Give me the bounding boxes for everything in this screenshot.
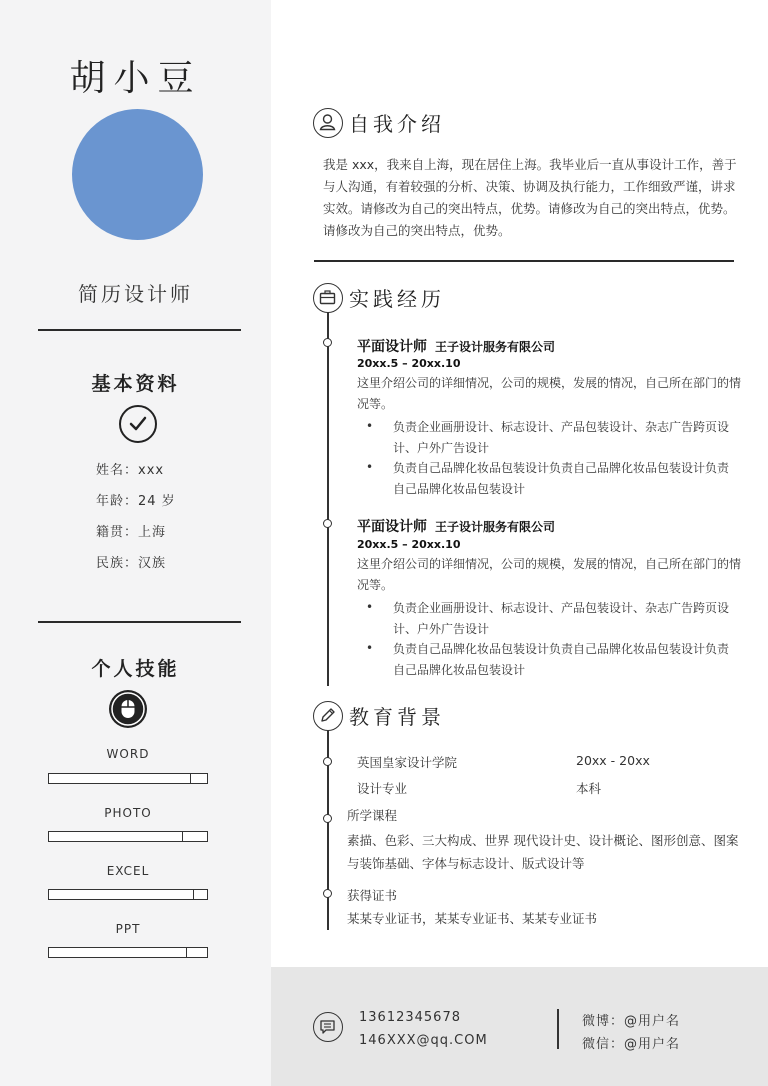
education-title: 教育背景 [349, 705, 445, 729]
resume-name: 胡小豆 [69, 58, 202, 99]
experience-role: 平面设计师 [357, 339, 427, 355]
courses-text: 素描、色彩、三大构成、世界 现代设计史、设计概论、图形创意、图案与装饰基础、字体与标志设计、版式设计等 [347, 833, 739, 871]
job-title: 简历设计师 [78, 282, 193, 306]
bullet-dot: • [366, 460, 374, 474]
info-ethnicity: 民族：汉族 [96, 556, 167, 571]
skill-label-word: WORD [106, 747, 150, 761]
info-hometown: 籍贯：上海 [96, 525, 167, 540]
basic-info-title: 基本资料 [91, 373, 180, 395]
bullet-dot: • [366, 419, 374, 433]
education-school: 英国皇家设计学院 [357, 755, 458, 770]
experience-date: 20xx.5 – 20xx.10 [357, 357, 461, 370]
education-major: 设计专业 [357, 781, 408, 796]
cert-label: 获得证书 [347, 888, 398, 903]
info-age: 年龄：24 岁 [96, 494, 176, 509]
divider [314, 260, 734, 262]
experience-timeline [327, 310, 329, 686]
experience-heading [357, 336, 555, 356]
info-name: 姓名：xxx [96, 463, 165, 478]
skill-bar-word [48, 773, 208, 784]
skill-fill [49, 890, 194, 899]
skill-fill [49, 948, 187, 957]
experience-date: 20xx.5 – 20xx.10 [357, 538, 461, 551]
experience-title: 实践经历 [349, 287, 445, 311]
bullet-dot: • [366, 641, 374, 655]
experience-bullet: 负责企业画册设计、标志设计、产品包装设计、杂志广告跨页设计、户外广告设计 [393, 420, 730, 455]
check-circle-icon [119, 405, 157, 443]
experience-role: 平面设计师 [357, 519, 427, 535]
skill-bar-excel [48, 889, 208, 900]
experience-company: 王子设计服务有限公司 [435, 520, 556, 534]
experience-bullet: 负责企业画册设计、标志设计、产品包装设计、杂志广告跨页设计、户外广告设计 [393, 601, 730, 636]
person-icon [313, 108, 343, 138]
intro-text: 我是 xxx，我来自上海，现在居住上海。我毕业后一直从事设计工作，善于与人沟通，有着较强的分析、决策、协调及执行能力，工作细致严谨，讲求实效。请修改为自己的突出特点，优势。请修改为自己的突出特点，优势。请修改为自己的突出特点，优势。 [323, 157, 737, 238]
skill-bar-ppt [48, 947, 208, 958]
timeline-dot [323, 338, 332, 347]
courses-label: 所学课程 [347, 808, 398, 823]
divider [38, 621, 241, 623]
divider [38, 329, 241, 331]
skill-bar-photo [48, 831, 208, 842]
timeline-dot [323, 519, 332, 528]
skill-label-excel: EXCEL [106, 864, 150, 878]
experience-heading [357, 516, 555, 536]
contact-footer [271, 967, 768, 1086]
experience-bullet: 负责自己品牌化妆品包装设计负责自己品牌化妆品包装设计负责自己品牌化妆品包装设计 [393, 642, 730, 677]
briefcase-icon [313, 283, 343, 313]
experience-description: 这里介绍公司的详细情况，公司的规模，发展的情况，自己所在部门的情况等。 [357, 376, 742, 411]
contact-email: 146XXX@qq.COM [359, 1033, 488, 1048]
skill-fill [49, 774, 191, 783]
timeline-dot [323, 814, 332, 823]
skill-fill [49, 832, 183, 841]
timeline-dot [323, 757, 332, 766]
contact-phone: 13612345678 [359, 1010, 461, 1025]
cert-text: 某某专业证书，某某专业证书、某某专业证书 [347, 911, 598, 926]
intro-title: 自我介绍 [349, 112, 445, 136]
message-icon [313, 1012, 343, 1042]
contact-weibo: 微博：@用户名 [582, 1014, 681, 1029]
pencil-icon [313, 701, 343, 731]
skill-label-photo: PHOTO [104, 806, 152, 820]
education-degree: 本科 [576, 781, 602, 796]
education-period: 20xx - 20xx [576, 753, 650, 768]
left-sidebar [0, 0, 271, 1086]
footer-divider [557, 1009, 559, 1049]
experience-description: 这里介绍公司的详细情况，公司的规模，发展的情况，自己所在部门的情况等。 [357, 557, 742, 592]
avatar [72, 109, 203, 240]
mouse-icon [109, 690, 147, 728]
experience-bullet: 负责自己品牌化妆品包装设计负责自己品牌化妆品包装设计负责自己品牌化妆品包装设计 [393, 461, 730, 496]
timeline-dot [323, 889, 332, 898]
skills-title: 个人技能 [91, 658, 180, 680]
contact-wechat: 微信：@用户名 [582, 1037, 681, 1052]
bullet-dot: • [366, 600, 374, 614]
skill-label-ppt: PPT [115, 922, 141, 936]
experience-company: 王子设计服务有限公司 [435, 340, 556, 354]
